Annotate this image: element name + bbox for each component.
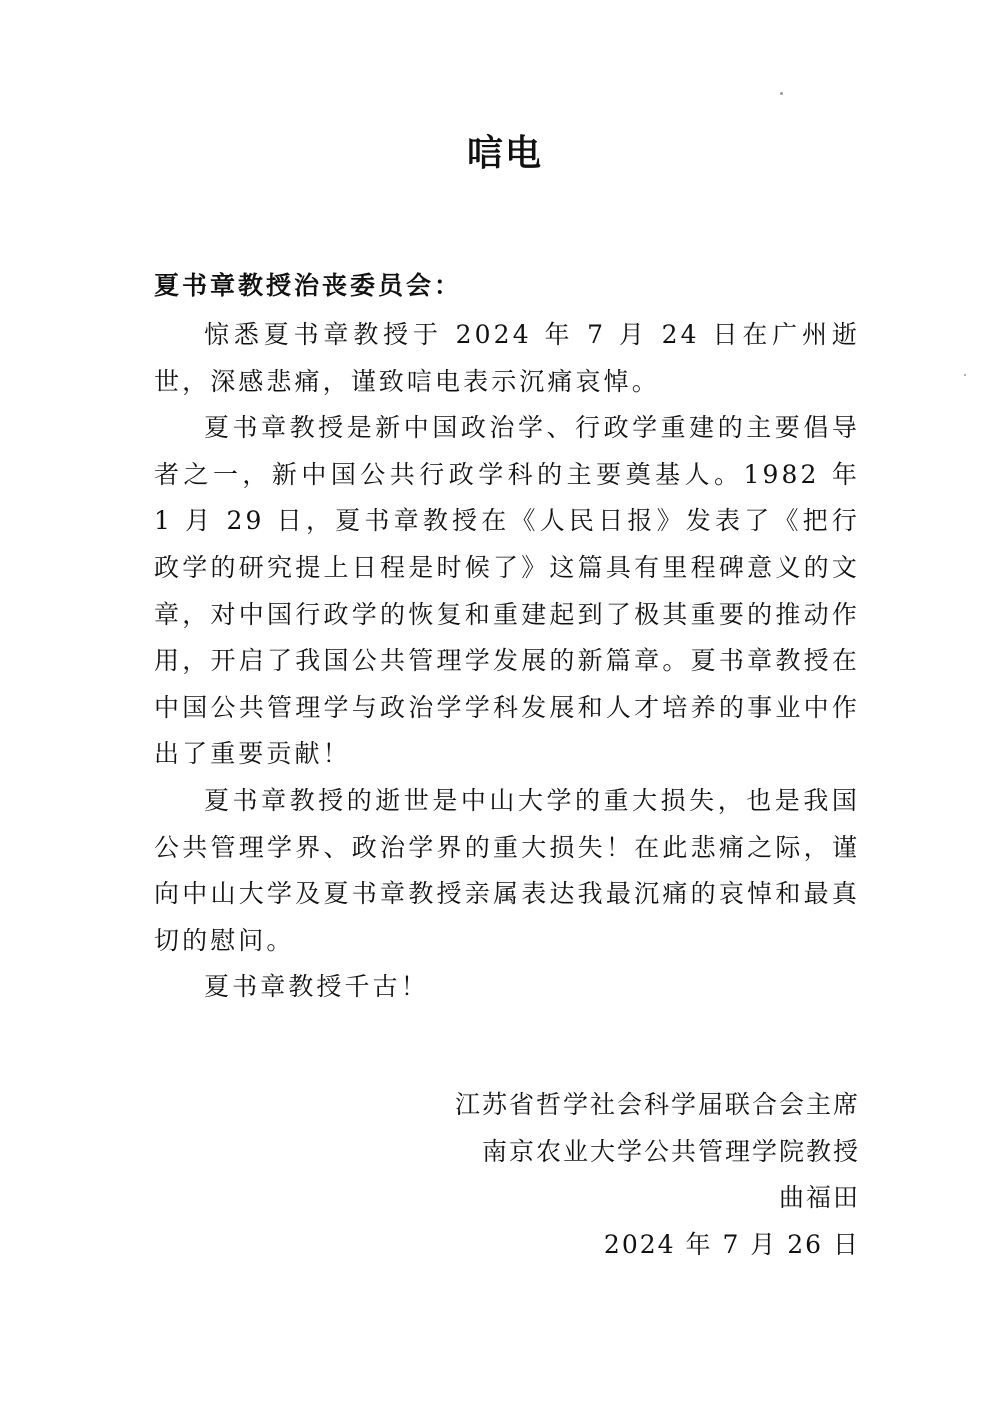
letter-body (154, 312, 860, 1011)
letter-date: 2024 年 7 月 26 日 (603, 1229, 860, 1259)
signer-name: 曲福田 (778, 1183, 860, 1212)
signature-block (455, 1082, 860, 1268)
paragraph-condolence: 惊悉夏书章教授于 2024 年 7 月 24 日在广州逝世，深感悲痛，谨致唁电表示沉痛哀悼。 (154, 320, 860, 396)
paragraph-farewell: 夏书章教授千古！ (204, 972, 429, 1002)
scan-speck (964, 374, 966, 376)
scan-speck (780, 92, 783, 95)
document-title: 唁电 (466, 133, 543, 174)
salutation: 夏书章教授治丧委员会： (154, 271, 463, 300)
signer-position-2: 南京农业大学公共管理学院教授 (481, 1136, 860, 1166)
paragraph-achievements: 夏书章教授是新中国政治学、行政学重建的主要倡导者之一，新中国公共行政学科的主要奠基人。1982 年 1 月 29 日，夏书章教授在《人民日报》发表了《把行政学的研究提上日程是时候了》这篇具有里程碑意义的文章，对中国行政学的恢复和重建起到了极其重要的推动作用，开启了我国公共管理学发展的新篇章。夏书章教授在中国公共管理学与政治学学科发展和人才培养的事业中作出了重要贡献！ (154, 413, 860, 769)
signer-position-1: 江苏省哲学社会科学届联合会主席 (454, 1090, 860, 1119)
paragraph-loss: 夏书章教授的逝世是中山大学的重大损失，也是我国公共管理学界、政治学界的重大损失！在此悲痛之际，谨向中山大学及夏书章教授亲属表达我最沉痛的哀悼和最真切的慰问。 (154, 785, 860, 955)
